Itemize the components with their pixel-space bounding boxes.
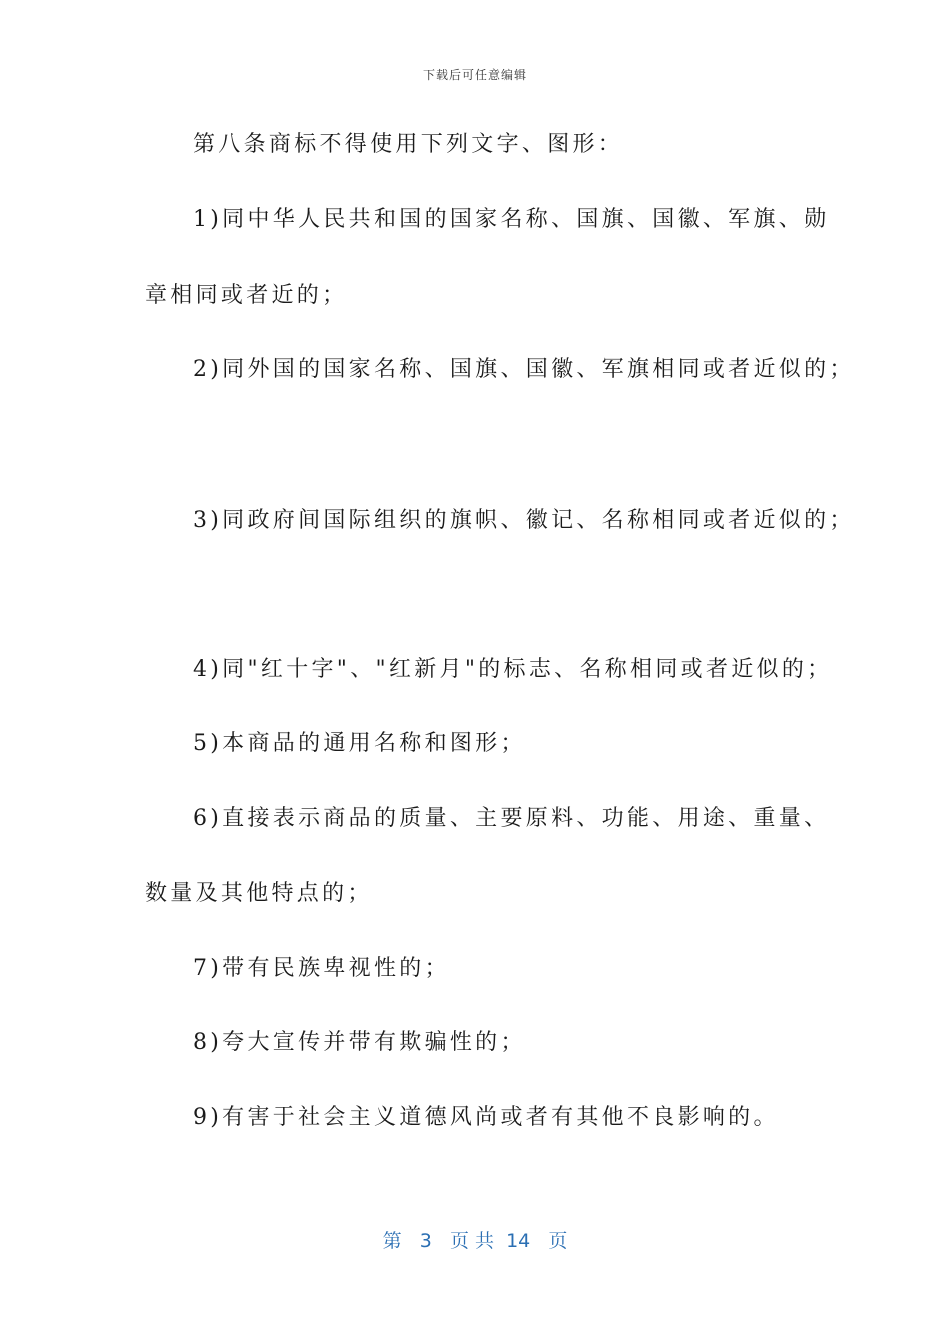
list-item: 5)本商品的通用名称和图形；: [193, 731, 526, 756]
list-item-continuation: 数量及其他特点的；: [145, 881, 373, 906]
list-item: 3)同政府间国际组织的旗帜、徽记、名称相同或者近似的；: [193, 508, 855, 533]
list-item: 8)夸大宣传并带有欺骗性的；: [193, 1030, 526, 1055]
page-label-mid: 页 共: [449, 1230, 494, 1252]
current-page-number: 3: [419, 1230, 432, 1252]
list-item: 6)直接表示商品的质量、主要原料、功能、用途、重量、: [193, 806, 830, 831]
total-pages-number: 14: [506, 1230, 531, 1252]
list-item: 1)同中华人民共和国的国家名称、国旗、国徽、军旗、勋: [193, 207, 830, 232]
page-label-suffix: 页: [548, 1230, 568, 1252]
article-heading: 第八条商标不得使用下列文字、图形：: [193, 132, 624, 157]
list-item: 9)有害于社会主义道德风尚或者有其他不良影响的。: [193, 1105, 779, 1130]
list-item: 7)带有民族卑视性的；: [193, 956, 450, 981]
list-item-continuation: 章相同或者近的；: [145, 283, 348, 308]
page-header: 下载后可任意编辑: [422, 68, 527, 82]
list-item: 2)同外国的国家名称、国旗、国徽、军旗相同或者近似的；: [193, 357, 855, 382]
list-item: 4)同"红十字"、"红新月"的标志、名称相同或者近似的；: [193, 657, 833, 682]
page-number-footer: [0, 1226, 950, 1253]
page-label-prefix: 第: [382, 1230, 402, 1252]
